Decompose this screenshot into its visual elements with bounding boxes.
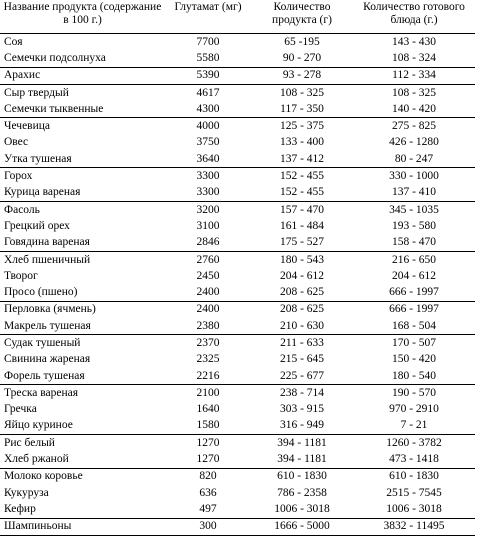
cell-product-name: Просо (пшено)	[4, 286, 78, 299]
cell-product-quantity: 208 - 625	[251, 301, 353, 318]
table-row	[0, 50, 475, 67]
cell-product-name: Шампиньоны	[0, 518, 165, 535]
cell-dish-quantity: 112 - 334	[353, 67, 475, 84]
table-row	[0, 368, 475, 385]
cell-product-name: Макрель тушеная	[4, 319, 91, 332]
table-row	[0, 185, 475, 202]
row-group	[0, 385, 475, 435]
cell-product-name: Молоко коровье	[0, 468, 165, 485]
cell-product-quantity: 208 - 625	[279, 286, 325, 299]
cell-product-quantity: 90 - 270	[282, 51, 322, 64]
table-row	[0, 485, 475, 501]
cell-dish-quantity: 168 - 504	[391, 319, 437, 332]
cell-product-quantity: 238 - 714	[251, 385, 353, 402]
cell-product-quantity: 1006 - 3018	[274, 502, 330, 515]
cell-glutamate: 1270	[165, 435, 251, 452]
cell-product-quantity: 1666 - 5000	[251, 518, 353, 535]
table-row	[0, 284, 475, 301]
cell-glutamate: 4000	[165, 118, 251, 135]
table-row	[0, 501, 475, 518]
cell-product-quantity: 152 - 455	[279, 186, 325, 199]
cell-product-name: Арахис	[0, 67, 165, 84]
cell-product-quantity: 215 - 645	[279, 353, 325, 366]
row-group	[0, 518, 475, 535]
row-group	[0, 468, 475, 518]
cell-product-name: Рис белый	[0, 435, 165, 452]
cell-product-name: Кефир	[4, 502, 36, 515]
cell-dish-quantity: 204 - 612	[391, 269, 437, 282]
table-row	[0, 435, 475, 452]
table-row	[0, 84, 475, 101]
cell-product-quantity: 394 - 1181	[251, 435, 353, 452]
table-row	[0, 151, 475, 168]
cell-glutamate: 3300	[196, 186, 220, 199]
cell-glutamate: 3200	[165, 201, 251, 218]
table-row	[0, 385, 475, 402]
row-group	[0, 201, 475, 251]
cell-dish-quantity: 666 - 1997	[389, 286, 439, 299]
cell-product-name: Сыр твердый	[0, 84, 165, 101]
cell-glutamate: 3100	[196, 219, 220, 232]
table-row	[0, 251, 475, 268]
cell-glutamate: 3300	[165, 168, 251, 185]
cell-dish-quantity: 108 - 324	[391, 51, 437, 64]
cell-glutamate: 1580	[196, 419, 220, 432]
row-group	[0, 34, 475, 68]
table-row	[0, 235, 475, 252]
cell-product-quantity: 180 - 543	[251, 251, 353, 268]
row-group	[0, 118, 475, 168]
cell-glutamate: 300	[165, 518, 251, 535]
cell-glutamate: 7700	[165, 34, 251, 51]
cell-glutamate: 3750	[196, 136, 220, 149]
row-group	[0, 435, 475, 469]
cell-product-name: Чечевица	[0, 118, 165, 135]
cell-product-name: Горох	[0, 168, 165, 185]
header-product-name: Название продукта (содержание в 100 г.)	[0, 0, 165, 34]
table-header	[0, 0, 475, 34]
cell-dish-quantity: 275 - 825	[353, 118, 475, 135]
table-row	[0, 402, 475, 418]
cell-product-quantity: 303 - 915	[279, 403, 325, 416]
cell-glutamate: 4617	[165, 84, 251, 101]
cell-product-name: Свинина жареная	[4, 353, 91, 366]
cell-product-name: Судак тушеный	[0, 335, 165, 352]
cell-dish-quantity: 193 - 580	[391, 219, 437, 232]
cell-dish-quantity: 216 - 650	[353, 251, 475, 268]
table-row	[0, 301, 475, 318]
row-group	[0, 168, 475, 202]
cell-product-name: Хлеб пшеничный	[0, 251, 165, 268]
row-group	[0, 251, 475, 301]
row-group	[0, 335, 475, 385]
cell-product-quantity: 786 - 2358	[277, 486, 327, 499]
cell-product-quantity: 204 - 612	[279, 269, 325, 282]
cell-dish-quantity: 2515 - 7545	[386, 486, 442, 499]
cell-glutamate: 3640	[196, 152, 220, 165]
cell-product-quantity: 137 - 412	[279, 152, 325, 165]
cell-dish-quantity: 330 - 1000	[353, 168, 475, 185]
header-glutamate: Глутамат (мг)	[165, 0, 251, 34]
cell-product-name: Кукуруза	[4, 486, 49, 499]
cell-product-name: Соя	[0, 34, 165, 51]
header-product-quantity: Количество продукта (г)	[251, 0, 353, 34]
cell-glutamate: 4300	[196, 102, 220, 115]
cell-dish-quantity: 666 - 1997	[353, 301, 475, 318]
table-row	[0, 218, 475, 234]
cell-product-name: Форель тушеная	[4, 369, 85, 382]
cell-glutamate: 2370	[165, 335, 251, 352]
cell-dish-quantity: 108 - 325	[353, 84, 475, 101]
cell-glutamate: 2846	[196, 236, 220, 249]
cell-product-quantity: 108 - 325	[251, 84, 353, 101]
cell-product-name: Хлеб ржаной	[4, 453, 69, 466]
cell-product-quantity: 125 - 375	[251, 118, 353, 135]
row-group	[0, 67, 475, 84]
cell-product-name: Гречка	[4, 403, 37, 416]
table-row	[0, 34, 475, 51]
cell-dish-quantity: 137 - 410	[391, 186, 437, 199]
cell-dish-quantity: 7 - 21	[400, 419, 428, 432]
cell-product-name: Курица вареная	[4, 186, 81, 199]
cell-glutamate: 820	[165, 468, 251, 485]
cell-product-name: Грецкий орех	[4, 219, 70, 232]
cell-product-name: Перловка (ячмень)	[0, 301, 165, 318]
cell-glutamate: 1270	[196, 453, 220, 466]
cell-product-quantity: 65 -195	[251, 34, 353, 51]
cell-dish-quantity: 426 - 1280	[389, 136, 439, 149]
cell-dish-quantity: 3832 - 11495	[353, 518, 475, 535]
cell-product-quantity: 210 - 630	[279, 319, 325, 332]
cell-product-name: Говядина вареная	[4, 236, 90, 249]
cell-product-quantity: 211 - 633	[251, 335, 353, 352]
cell-product-quantity: 610 - 1830	[251, 468, 353, 485]
row-group	[0, 84, 475, 118]
table-row	[0, 168, 475, 185]
cell-glutamate: 5390	[165, 67, 251, 84]
cell-glutamate: 2400	[165, 301, 251, 318]
table-row	[0, 451, 475, 468]
cell-product-name: Семечки подсолнуха	[4, 51, 106, 64]
table-row	[0, 418, 475, 435]
table-row	[0, 201, 475, 218]
cell-glutamate: 2216	[196, 369, 220, 382]
cell-product-name: Треска вареная	[0, 385, 165, 402]
table-row	[0, 118, 475, 135]
cell-glutamate: 636	[199, 486, 217, 499]
cell-dish-quantity: 158 - 470	[391, 236, 437, 249]
table-row	[0, 352, 475, 368]
cell-product-quantity: 225 - 677	[279, 369, 325, 382]
cell-product-quantity: 316 - 949	[279, 419, 325, 432]
cell-dish-quantity: 345 - 1035	[353, 201, 475, 218]
cell-dish-quantity: 473 - 1418	[389, 453, 439, 466]
cell-product-quantity: 161 - 484	[279, 219, 325, 232]
cell-dish-quantity: 1006 - 3018	[386, 502, 442, 515]
cell-dish-quantity: 180 - 540	[391, 369, 437, 382]
cell-product-name: Семечки тыквенные	[4, 102, 104, 115]
cell-dish-quantity: 150 - 420	[391, 353, 437, 366]
table-row	[0, 101, 475, 118]
cell-dish-quantity: 80 - 247	[394, 152, 434, 165]
table-row	[0, 135, 475, 151]
cell-product-quantity: 152 - 455	[251, 168, 353, 185]
cell-product-name: Утка тушеная	[4, 152, 72, 165]
cell-glutamate: 2380	[196, 319, 220, 332]
cell-glutamate: 2450	[196, 269, 220, 282]
cell-dish-quantity: 140 - 420	[391, 102, 437, 115]
header-row	[0, 0, 475, 34]
cell-glutamate: 5580	[196, 51, 220, 64]
cell-product-quantity: 394 - 1181	[277, 453, 327, 466]
table-row	[0, 335, 475, 352]
cell-product-quantity: 117 - 350	[280, 102, 324, 115]
cell-product-name: Фасоль	[0, 201, 165, 218]
cell-glutamate: 2325	[196, 353, 220, 366]
table-row	[0, 318, 475, 335]
table-row	[0, 268, 475, 284]
cell-glutamate: 2760	[165, 251, 251, 268]
cell-glutamate: 2100	[165, 385, 251, 402]
cell-dish-quantity: 190 - 570	[353, 385, 475, 402]
cell-dish-quantity: 170 - 507	[353, 335, 475, 352]
cell-product-name: Овес	[4, 136, 29, 149]
cell-glutamate: 497	[199, 502, 217, 515]
cell-product-quantity: 157 - 470	[251, 201, 353, 218]
table-row	[0, 67, 475, 84]
cell-product-quantity: 175 - 527	[279, 236, 325, 249]
cell-glutamate: 2400	[196, 286, 220, 299]
cell-dish-quantity: 970 - 2910	[389, 403, 439, 416]
cell-product-quantity: 133 - 400	[279, 136, 325, 149]
cell-product-name: Творог	[4, 269, 38, 282]
cell-glutamate: 1640	[196, 403, 220, 416]
cell-product-quantity: 93 - 278	[251, 67, 353, 84]
cell-dish-quantity: 1260 - 3782	[353, 435, 475, 452]
cell-dish-quantity: 143 - 430	[353, 34, 475, 51]
cell-dish-quantity: 610 - 1830	[353, 468, 475, 485]
cell-product-name: Яйцо куриное	[4, 419, 73, 432]
table-row	[0, 468, 475, 485]
table-row	[0, 518, 475, 535]
row-group	[0, 301, 475, 335]
header-dish-quantity: Количество готового блюда (г.)	[353, 0, 475, 34]
